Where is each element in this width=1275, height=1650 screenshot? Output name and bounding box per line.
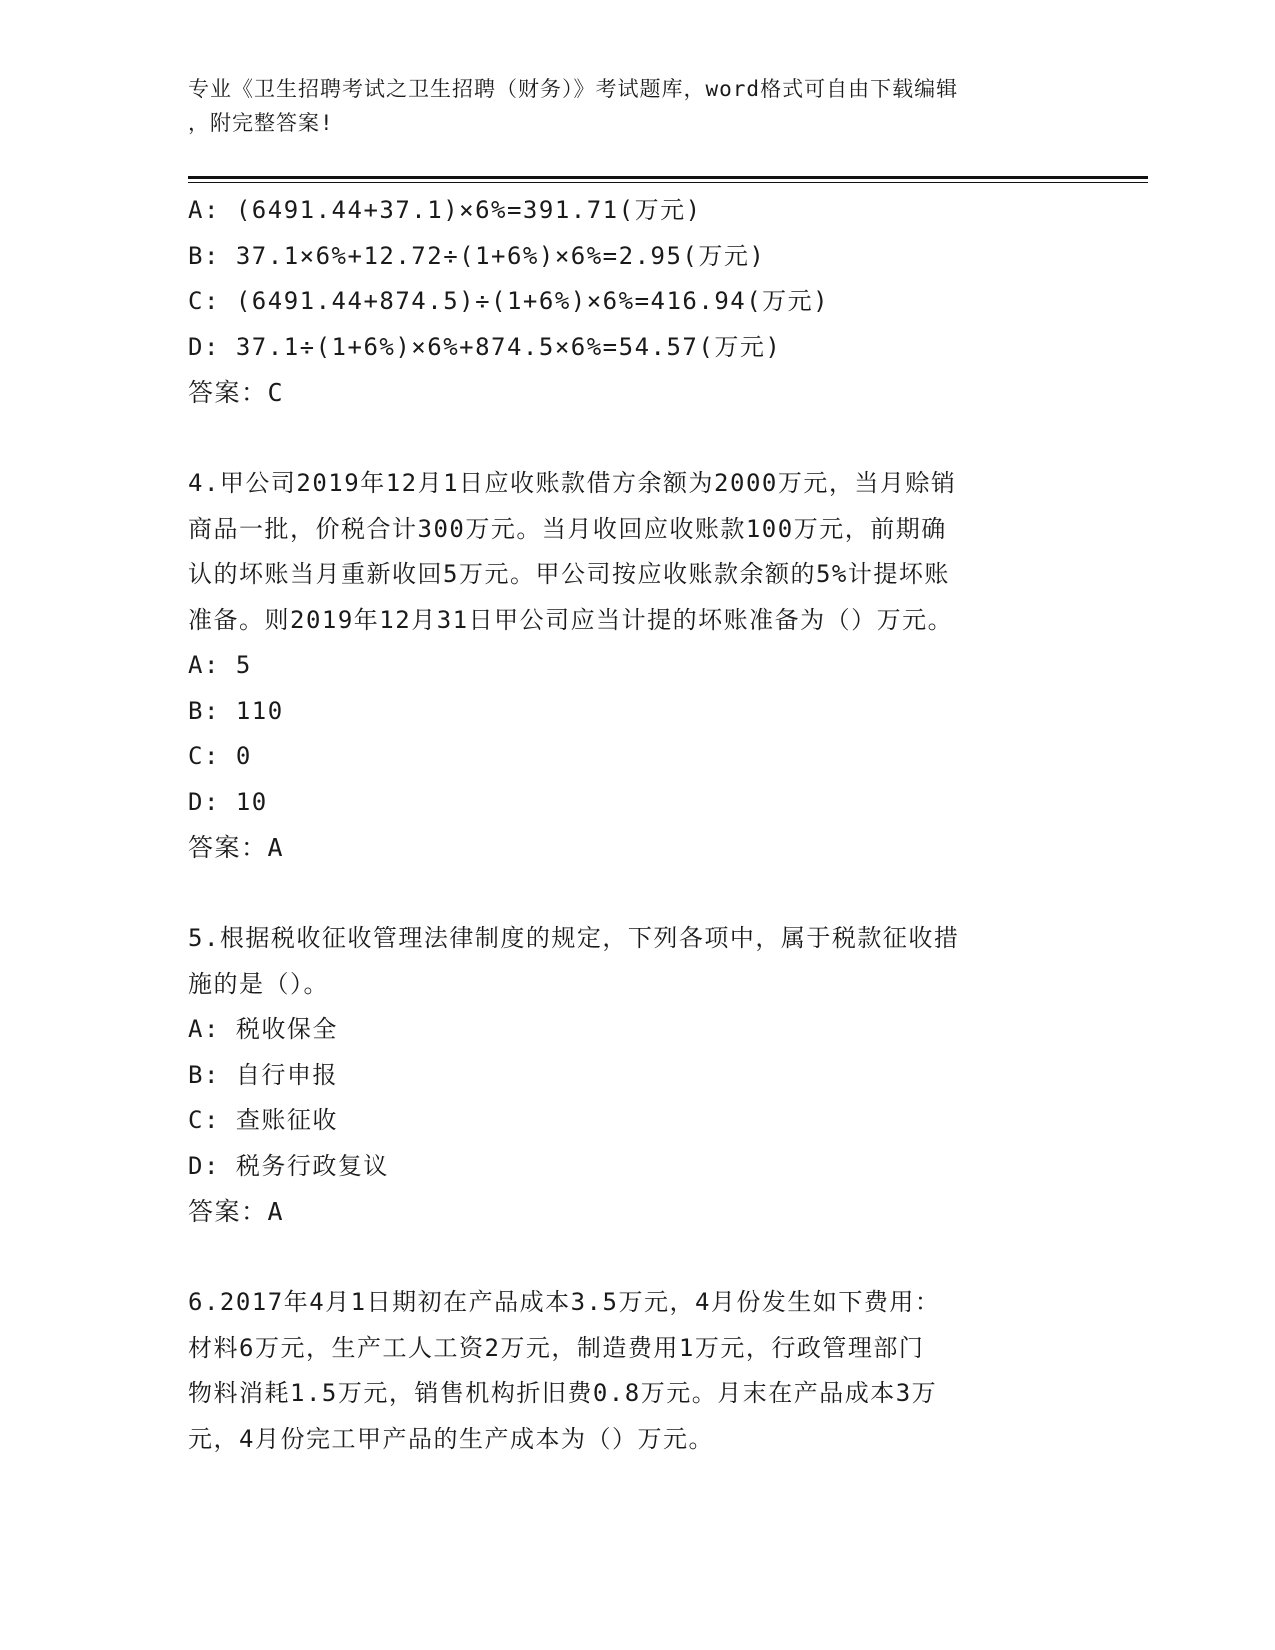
q5-option-a: A: 税收保全: [188, 1015, 338, 1043]
q3-answer: 答案：C: [188, 378, 285, 407]
q5-text-line-1: 5.根据税收征收管理法律制度的规定，下列各项中，属于税款征收措: [188, 924, 960, 952]
q5-option-b: B: 自行申报: [188, 1060, 338, 1089]
header-line-1: 专业《卫生招聘考试之卫生招聘（财务）》考试题库，word格式可自由下载编辑: [188, 77, 959, 101]
question-4-block: [188, 461, 1088, 871]
q6-text-line-2: 材料6万元，生产工人工资2万元，制造费用1万元，行政管理部门: [188, 1333, 925, 1362]
q4-text-line-4: 准备。则2019年12月31日甲公司应当计提的坏账准备为（）万元。: [188, 605, 954, 634]
q4-option-d: D: 10: [188, 787, 268, 816]
q5-text-line-2: 施的是（）。: [188, 969, 329, 998]
question-6-block: [188, 1280, 1088, 1462]
spacer: [188, 416, 1088, 462]
question-5-block: [188, 916, 1088, 1235]
header-divider-thin: [188, 182, 1148, 183]
spacer: [188, 871, 1088, 917]
q3-option-d: D: 37.1÷(1+6%)×6%+874.5×6%=54.57(万元): [188, 332, 782, 361]
document-header: [188, 72, 1068, 140]
q5-answer: 答案：A: [188, 1197, 285, 1226]
q6-text-line-1: 6.2017年4月1日期初在产品成本3.5万元，4月份发生如下费用：: [188, 1288, 941, 1316]
q4-option-c: C: 0: [188, 742, 252, 770]
q5-option-d: D: 税务行政复议: [188, 1151, 389, 1180]
document-body: [188, 188, 1088, 1462]
q6-text-line-4: 元，4月份完工甲产品的生产成本为（）万元。: [188, 1424, 714, 1453]
question-3-block: [188, 188, 1088, 416]
q3-option-b: B: 37.1×6%+12.72÷(1+6%)×6%=2.95(万元): [188, 241, 766, 270]
q4-text-line-2: 商品一批，价税合计300万元。当月收回应收账款100万元，前期确: [188, 514, 947, 543]
header-line-2: ，附完整答案!: [188, 111, 334, 135]
q4-option-a: A: 5: [188, 651, 252, 679]
q3-option-c: C: (6491.44+874.5)÷(1+6%)×6%=416.94(万元): [188, 287, 830, 315]
q4-answer: 答案：A: [188, 833, 285, 862]
q4-text-line-3: 认的坏账当月重新收回5万元。甲公司按应收账款余额的5%计提坏账: [188, 560, 950, 588]
header-divider-thick: [188, 176, 1148, 179]
spacer: [188, 1235, 1088, 1281]
q4-option-b: B: 110: [188, 696, 284, 725]
q4-text-line-1: 4.甲公司2019年12月1日应收账款借方余额为2000万元，当月赊销: [188, 469, 957, 497]
q5-option-c: C: 查账征收: [188, 1106, 338, 1134]
q3-option-a: A: (6491.44+37.1)×6%=391.71(万元): [188, 196, 702, 224]
q6-text-line-3: 物料消耗1.5万元，销售机构折旧费0.8万元。月末在产品成本3万: [188, 1379, 938, 1407]
